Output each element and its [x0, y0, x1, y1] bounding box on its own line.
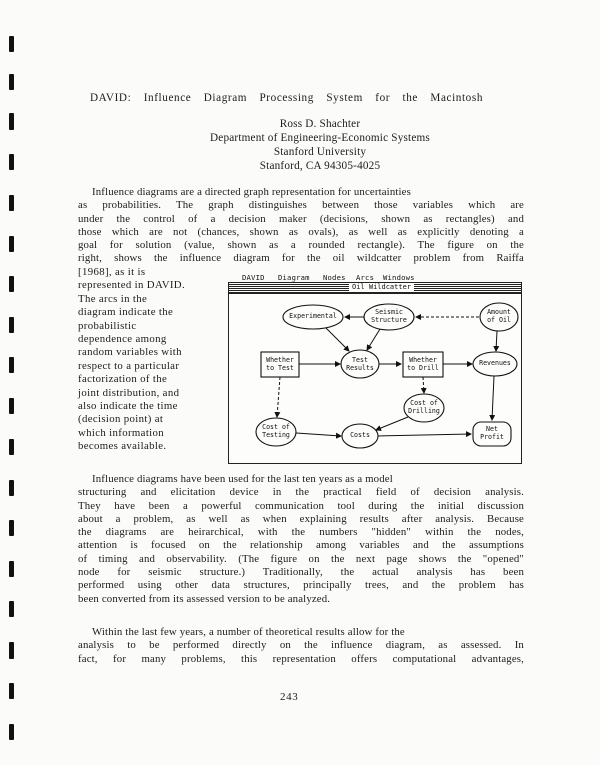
arc-seismic-to-test-results [367, 329, 380, 350]
text-line: becomes available. [78, 440, 167, 453]
author-name: Ross D. Shachter [279, 118, 361, 130]
text-line: represented in DAVID. [78, 279, 185, 292]
author-address: Stanford, CA 94305-4025 [259, 160, 381, 172]
text-line: those which are not (chances, shown as ovals), as well as explicitly denoting a [78, 225, 524, 238]
menu-item-windows[interactable]: Windows [383, 273, 415, 282]
text-line: structuring and elicitation device in the practical field of decision analysis. [78, 486, 524, 499]
menu-item-arcs[interactable]: Arcs [356, 273, 375, 282]
node-label-amount-of-oil: Amount of Oil [487, 308, 511, 324]
node-label-revenues: Revenues [479, 359, 511, 367]
arc-cost-drilling-to-costs [376, 417, 408, 430]
menu-item-diagram[interactable]: Diagram [278, 273, 310, 282]
text-line: [1968], as it is [78, 266, 146, 278]
node-label-whether-to-test: Whether to Test [266, 356, 294, 372]
window-title: Oil Wildcatter [349, 283, 414, 292]
node-label-cost-of-testing: Cost of Testing [262, 423, 290, 439]
text-line: probabilistic [78, 319, 137, 332]
arc-whether-test-to-cost-testing [277, 377, 280, 417]
text-line: respect to a particular [78, 359, 180, 372]
arc-whether-drill-to-cost-drilling [423, 377, 424, 393]
node-label-costs: Costs [350, 431, 370, 439]
text-line: the diagrams are heirarchical, with the numbers "hidden" within the nodes, [78, 526, 524, 539]
node-label-experimental: Experimental [289, 312, 337, 320]
binding-holes [0, 0, 22, 765]
menu-item-nodes[interactable]: Nodes [323, 273, 346, 282]
author-department: Department of Engineering-Economic Systems [210, 132, 430, 144]
text-line: They have been a powerful communication tool during the initial discussion [78, 499, 524, 512]
arc-cost-testing-to-costs [296, 433, 341, 436]
text-line: of timing and observability. (The figure on the next page shows the "opened" [78, 552, 524, 565]
arc-costs-to-net-profit [378, 434, 471, 436]
text-line: goal for solution (value, shown as a rounded rectangle). The figure on the [78, 239, 524, 252]
text-line: random variables with [78, 346, 182, 359]
text-line: node for seismic structure.) Traditionally, the actual analysis has been [78, 566, 524, 579]
text-line: (decision point) at [78, 413, 164, 426]
text-line: diagram indicate the [78, 306, 174, 319]
influence-diagram-figure [228, 272, 522, 464]
text-line: Within the last few years, a number of theoretical results allow for the [92, 626, 405, 638]
arc-revenues-to-net-profit [492, 376, 494, 420]
text-line: under the control of a decision maker (decisions, shown as rectangles) and [78, 212, 524, 225]
text-line: as probabilities. The graph distinguishes between those variables which are [78, 199, 524, 212]
text-line: also indicate the time [78, 400, 178, 413]
node-label-cost-of-drilling: Cost of Drilling [408, 399, 440, 415]
text-line: joint distribution, and [78, 386, 180, 399]
text-line: about a problem, as well as when explaining results after analysis. Because [78, 512, 524, 525]
text-line: attention is focused on the relationship among variables and the assumptions [78, 539, 524, 552]
text-line: right, shows the influence diagram for the oil wildcatter problem from Raiffa [78, 252, 524, 265]
text-line: Influence diagrams are a directed graph representation for uncertainties [92, 186, 411, 198]
text-line: The arcs in the [78, 292, 148, 305]
paragraph-2 [78, 473, 524, 606]
paragraph-3 [78, 626, 524, 666]
arc-oil-to-revenues [496, 331, 497, 351]
arc-experimental-to-test-results [326, 328, 349, 351]
text-line: factorization of the [78, 373, 168, 386]
text-line: which information [78, 426, 165, 439]
node-label-net-profit: Net Profit [480, 425, 504, 441]
text-line: performed using other data structures, principally trees, and the problem has [78, 579, 524, 592]
text-line: fact, for many problems, this representation offers computational advantages, [78, 652, 524, 665]
paragraph-1 [78, 186, 524, 266]
node-label-test-results: Test Results [346, 356, 374, 372]
node-label-whether-to-drill: Whether to Drill [407, 356, 439, 372]
paragraph-1-wrapped [78, 266, 228, 454]
menu-item-david[interactable]: DAVID [242, 273, 265, 282]
author-university: Stanford University [273, 146, 367, 158]
text-line: been converted from its assessed version to be analyzed. [78, 592, 331, 605]
text-line: analysis to be performed directly on the influence diagram, as assessed. In [78, 639, 524, 652]
text-line: dependence among [78, 333, 167, 346]
node-label-seismic-structure: Seismic Structure [371, 308, 407, 324]
paper-title: DAVID: Influence Diagram Processing System for the Macintosh [90, 92, 484, 104]
page-number: 243 [280, 691, 299, 703]
text-line: Influence diagrams have been used for the last ten years as a model [92, 473, 393, 485]
